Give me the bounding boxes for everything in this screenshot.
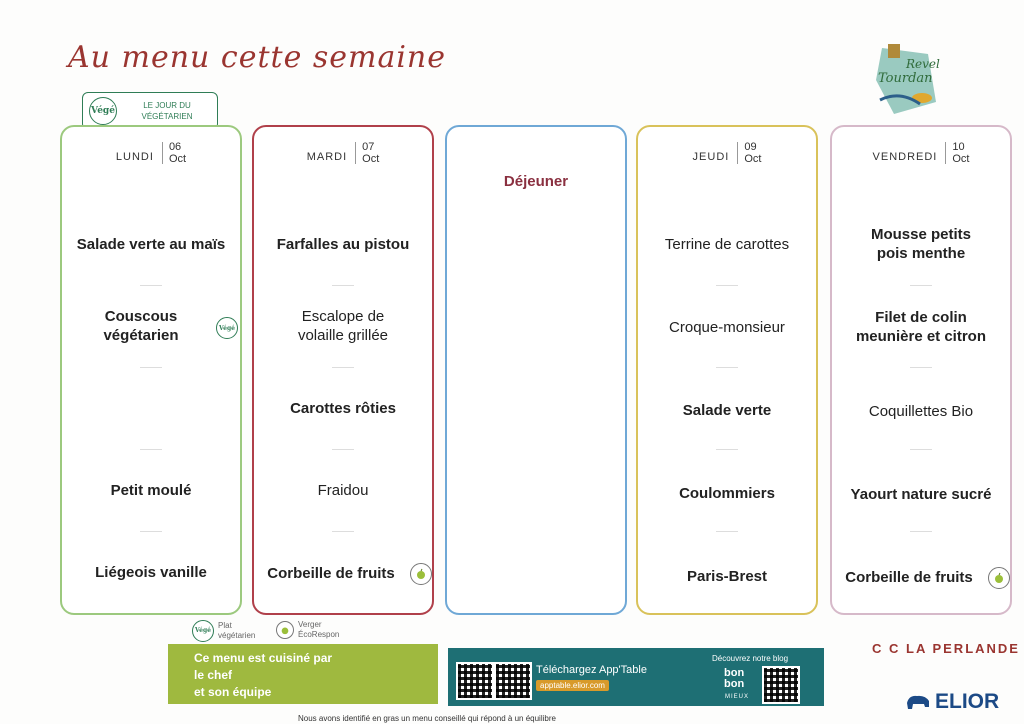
- dish: Terrine de carottes: [664, 236, 790, 253]
- day-number: 07: [362, 141, 375, 153]
- day-name: JEUDI: [693, 142, 739, 164]
- dish: Mousse petits pois menthe: [870, 226, 972, 262]
- dish: Croque-monsieur: [669, 319, 785, 336]
- day-number: 09: [744, 141, 757, 153]
- day-month: Oct: [952, 153, 970, 165]
- apple-icon: [988, 567, 1010, 589]
- divider: [140, 367, 162, 368]
- dish: Paris-Brest: [686, 568, 768, 585]
- dish: Salade verte au maïs: [76, 236, 226, 253]
- divider: [910, 367, 932, 368]
- divider: [140, 449, 162, 450]
- legend-verger: [276, 620, 358, 640]
- dish: Coulommiers: [679, 485, 775, 502]
- day-card-wednesday: [445, 125, 627, 615]
- divider: [716, 449, 738, 450]
- dish: Petit moulé: [110, 482, 192, 499]
- divider: [716, 531, 738, 532]
- dish: Carottes rôties: [290, 400, 396, 417]
- divider: [910, 531, 932, 532]
- vege-icon: Végé: [192, 620, 214, 642]
- day-number: 10: [952, 141, 965, 153]
- day-name: LUNDI: [116, 142, 163, 164]
- vegetarian-day-label: LE JOUR DU VÉGÉTARIEN: [141, 101, 193, 121]
- bison-icon: [905, 693, 931, 711]
- day-name: VENDREDI: [873, 142, 947, 164]
- chef-banner-line1: Ce menu est cuisiné par: [194, 651, 333, 665]
- elior-brand: ELIOR: [935, 690, 1000, 713]
- divider: [332, 367, 354, 368]
- legend-vegetarian-label: Plat végétarien: [218, 621, 256, 640]
- divider: [332, 531, 354, 532]
- qr-code[interactable]: [456, 662, 494, 700]
- bonbon-logo: bon bon: [724, 667, 745, 690]
- school-name: C C LA PERLANDE: [872, 641, 1020, 656]
- chef-banner: [168, 644, 438, 704]
- day-card-mardi: [252, 125, 434, 615]
- blog-label: Découvrez notre blog: [712, 654, 789, 663]
- bonbon-logo-sub: MIEUX: [725, 694, 750, 700]
- dish: Liégeois vanille: [95, 564, 207, 581]
- legend-vegetarian: [192, 620, 270, 642]
- dish: Coquillettes Bio: [868, 403, 974, 420]
- dish: Escalope de volaille grillée: [297, 308, 389, 344]
- dish: Couscous végétarien: [103, 308, 179, 344]
- dish: Fraidou: [317, 482, 369, 499]
- divider: [140, 285, 162, 286]
- dish: Salade verte: [682, 402, 772, 419]
- dish: Corbeille de fruits: [845, 569, 973, 586]
- divider: [910, 285, 932, 286]
- elior-logo: [905, 690, 999, 714]
- divider: [716, 285, 738, 286]
- apple-icon: [410, 563, 432, 585]
- legend-verger-label: Verger ÉcoRespon: [298, 620, 340, 639]
- app-url[interactable]: apptable.elior.com: [536, 680, 609, 691]
- logo-line2: Tourdan: [878, 71, 933, 86]
- day-month: Oct: [744, 153, 762, 165]
- day-card-jeudi: [636, 125, 818, 615]
- app-download-label: Téléchargez App'Table: [536, 664, 647, 676]
- school-logo: [870, 40, 945, 120]
- day-month: Oct: [362, 153, 380, 165]
- qr-code[interactable]: [762, 666, 800, 704]
- page-title: Au menu cette semaine: [68, 40, 447, 75]
- divider: [716, 367, 738, 368]
- dish: Yaourt nature sucré: [850, 486, 992, 503]
- qr-code[interactable]: [494, 662, 532, 700]
- divider: [332, 285, 354, 286]
- vegetarian-dish-icon: Végé: [216, 317, 238, 339]
- divider: [332, 449, 354, 450]
- day-card-vendredi: [830, 125, 1012, 615]
- divider: [910, 449, 932, 450]
- dish: Filet de colin meunière et citron: [855, 309, 987, 345]
- footer-note: Nous avons identifié en gras un menu conseillé qui répond à un équilibre: [298, 714, 556, 723]
- dish: Corbeille de fruits: [267, 565, 395, 582]
- meal-label: Déjeuner: [503, 173, 569, 190]
- chef-banner-line2: le chef: [194, 668, 233, 682]
- chef-banner-line3: et son équipe: [194, 685, 272, 699]
- apple-icon: [276, 621, 294, 639]
- day-number: 06: [168, 141, 182, 153]
- day-month: Oct: [168, 153, 187, 165]
- day-name: MARDI: [307, 142, 356, 164]
- divider: [140, 531, 162, 532]
- dish: Farfalles au pistou: [276, 236, 410, 253]
- app-banner: [448, 648, 824, 706]
- day-card-lundi: [60, 125, 242, 615]
- logo-line1: Revel: [906, 57, 940, 71]
- vege-icon: Végé: [89, 97, 117, 125]
